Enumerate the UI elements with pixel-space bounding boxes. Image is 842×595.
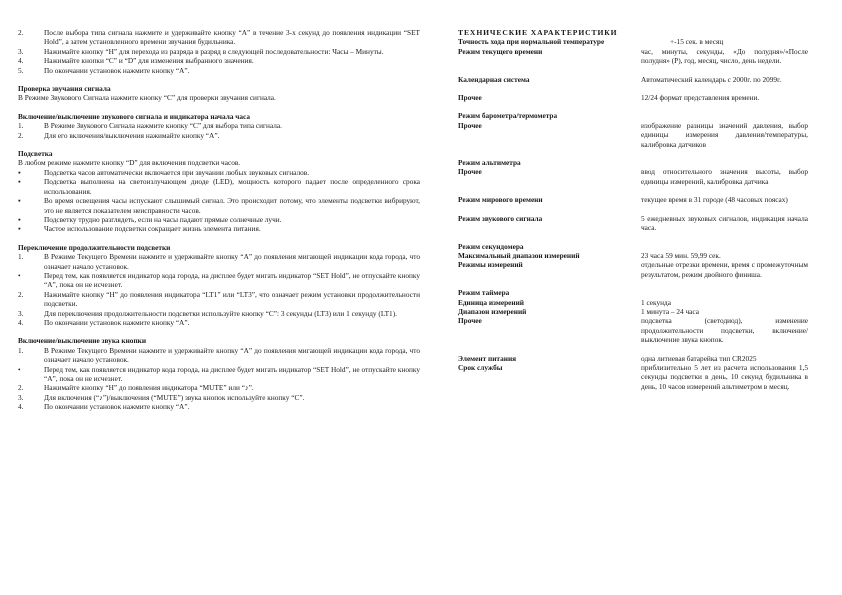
spec-label: Прочее: [458, 167, 482, 177]
item-text: Частое использование подсветки сокращает жизнь элемента питания.: [44, 224, 261, 234]
item-number: 4.: [18, 402, 24, 412]
item-number: •: [18, 270, 21, 280]
specs-title: ТЕХНИЧЕСКИЕ ХАРАКТЕРИСТИКИ: [458, 28, 618, 37]
spec-row: [458, 93, 808, 102]
timer-heading: Режим таймера: [458, 288, 510, 298]
spec-label: Режимы измерений: [458, 260, 523, 270]
spec-value: приблизительно 5 лет из расчета использования 1,5 секунды подсветки в день, 10 секунд будильника в день, 10 часов измерений альтиметром в месяц.: [641, 362, 808, 391]
right-column: [458, 28, 808, 391]
spec-value: Автоматический календарь с 2000г. по 2099г.: [641, 74, 782, 84]
item-text: В Режиме Текущего Времени нажмите и удерживайте кнопку “A” до появления мигающей индикации кода города, что означает начало установок.: [44, 252, 420, 271]
spec-value: подсветка (светодиод), изменение продолжительности подсветки, включение/выключение звука кнопок.: [641, 316, 808, 345]
bullet-item: [18, 224, 420, 233]
item-text: В Режиме Текущего Времени нажмите и удерживайте кнопку “A” до появления мигающей индикации кода города, что означает начало установок.: [44, 345, 420, 365]
spec-value: +-15 сек. в месяц: [670, 37, 724, 47]
spec-label: Режим звукового сигнала: [458, 213, 543, 223]
item-text: По окончании установок нажмите кнопку “A”.: [44, 402, 190, 412]
spec-row: [458, 251, 808, 260]
spec-value: одна литиевая батарейка тип CR2025: [641, 353, 757, 363]
spec-value: 1 минута – 24 часа: [641, 306, 699, 316]
list-item: [18, 346, 420, 365]
spec-value: 1 секунда: [641, 297, 671, 307]
bullet-icon: ▪: [18, 196, 21, 206]
spec-row: [458, 214, 808, 233]
altimeter-section: [458, 158, 808, 232]
intro-steps: [18, 28, 420, 75]
spec-row: [458, 363, 808, 391]
spec-label: Точность хода при нормальной температуре: [458, 37, 605, 47]
item-number: 1.: [18, 121, 24, 131]
item-text: Для переключения продолжительности подсветки используйте кнопку “C”: 3 секунды (LT3) или 1 секунду (LT1).: [44, 308, 397, 318]
duration-heading: Переключение продолжительности подсветки: [18, 242, 171, 252]
item-text: Для его включения/выключения нажимайте кнопку “A”.: [44, 130, 220, 140]
item-text: Подсветка выполнена на светоизлучающем диоде (LED), мощность которого падает после определенного срока использования.: [44, 177, 420, 196]
spec-label: Календарная система: [458, 74, 530, 84]
item-number: 5.: [18, 65, 24, 75]
item-text: Нажимайте кнопку “H” для перехода из разряда в разряд в следующей последовательности: Часы – Минуты.: [44, 46, 384, 56]
list-item: [18, 383, 420, 392]
list-item: [18, 56, 420, 65]
list-item: [18, 290, 420, 309]
item-number: 3.: [18, 46, 24, 56]
item-number: 4.: [18, 56, 24, 66]
spec-value: отдельные отрезки времени, время с промежуточным результатом, режим двойного финиша.: [641, 260, 808, 279]
item-text: В Режиме Звукового Сигнала нажмите кнопку “C” для выбора типа сигнала.: [44, 121, 282, 131]
item-number: 2.: [18, 289, 24, 299]
list-item: [18, 47, 420, 56]
altimeter-heading: Режим альтиметра: [458, 158, 521, 168]
item-number: 2.: [18, 383, 24, 393]
backlight-section: [18, 149, 420, 234]
spec-label: Элемент питания: [458, 353, 517, 363]
item-number: 3.: [18, 392, 24, 402]
item-number: 3.: [18, 308, 24, 318]
spec-row: [458, 121, 808, 149]
bullet-icon: ▪: [18, 224, 21, 234]
item-text: По окончании установок нажмите кнопку “A”.: [44, 65, 190, 75]
item-text: Во время освещения часы испускают слышимый сигнал. Это происходит потому, что элементы подсветки вибрируют, это не является показателем неисправности часов.: [44, 196, 420, 215]
spec-row: [458, 260, 808, 279]
spec-value: 5 ежедневных звуковых сигналов, индикация начала часа.: [641, 213, 808, 233]
list-item: [18, 393, 420, 402]
item-text: По окончании установок нажмите кнопку “A”.: [44, 317, 190, 327]
list-item: [18, 318, 420, 327]
barometer-section: [458, 111, 808, 149]
item-number: 2.: [18, 28, 24, 37]
spec-row: [458, 167, 808, 186]
spec-label: Прочее: [458, 316, 482, 326]
item-number: 4.: [18, 317, 24, 327]
list-item: [18, 309, 420, 318]
spec-label: Максимальный диапазон измерений: [458, 250, 580, 260]
spec-value: ввод относительного значения высоты, выбор единицы измерений, калибровка датчика: [641, 167, 808, 186]
spec-label: Единица измерений: [458, 297, 524, 307]
spec-value: изображение разницы значений давления, выбор единицы измерения давления/температуры, калибровка датчиков: [641, 120, 808, 149]
list-item: [18, 271, 420, 290]
spec-label: Прочее: [458, 93, 482, 103]
spec-row: [458, 37, 808, 46]
stopwatch-section: [458, 242, 808, 280]
spec-row: [458, 307, 808, 316]
list-item: [18, 28, 420, 47]
spec-row: [458, 354, 808, 363]
bullet-item: [18, 177, 420, 196]
item-text: Перед тем, как появляется индикатор кода города, на дисплее будет мигать индикатор “SET Hold”, не отпускайте кнопку “A”, пока он не исчезнет.: [44, 364, 420, 383]
item-text: Подсветку трудно разглядеть, если на часы падают прямые солнечные лучи.: [44, 214, 282, 224]
spec-row: [458, 75, 808, 84]
power-section: [458, 354, 808, 392]
keysound-heading: Включение/выключение звука кнопки: [18, 336, 147, 346]
spec-row: [458, 195, 808, 204]
bullet-icon: ▪: [18, 167, 21, 177]
item-number: 2.: [18, 130, 24, 140]
spec-value: текущее время в 31 городе (48 часовых поясах): [641, 195, 788, 205]
bullet-item: [18, 215, 420, 224]
spec-row: [458, 298, 808, 307]
list-item: [18, 121, 420, 130]
hourly-section: [18, 112, 420, 140]
list-item: [18, 66, 420, 75]
bullet-icon: ▪: [18, 177, 21, 187]
spec-row: [458, 316, 808, 344]
spec-label: Срок службы: [458, 362, 503, 372]
item-text: Нажимайте кнопку “H” до появления индикатора “MUTE” или “♪”.: [44, 383, 254, 393]
check-section: [18, 84, 420, 103]
bullet-item: [18, 196, 420, 215]
barometer-heading: Режим барометра/термометра: [458, 111, 558, 121]
spec-value: 12/24 формат представления времени.: [641, 93, 760, 103]
bullet-icon: ▪: [18, 214, 21, 224]
spec-label: Диапазон измерений: [458, 306, 527, 316]
spec-value: час, минуты, секунды, «До полудня»/«После полудня» (P), год, месяц, число, день недели.: [641, 46, 808, 66]
item-number: 1.: [18, 345, 24, 355]
item-number: 1.: [18, 252, 24, 262]
check-text: В Режиме Звукового Сигнала нажмите кнопку “C” для проверки звучания сигнала.: [18, 93, 276, 103]
bullet-item: [18, 168, 420, 177]
backlight-text: В любом режиме нажмите кнопку “D” для включения подсветки часов.: [18, 158, 241, 168]
item-text: Нажимайте кнопку “H” до появления индикатора “LT1” или “LT3”, что означает режим установки продолжительности подсветки.: [44, 289, 420, 309]
left-column: [18, 28, 420, 412]
stopwatch-heading: Режим секундомера: [458, 241, 524, 251]
list-item: [18, 402, 420, 411]
item-text: Перед тем, как появляется индикатор кода города, на дисплее будет мигать индикатор “SET Hold”, не отпускайте кнопку “A”, пока он не исчезнет.: [44, 270, 420, 290]
item-text: После выбора типа сигнала нажмите и удерживайте кнопку “A” в течение 3-х секунд до появления индикации “SET Hold”, а затем установленного времени звучания будильника.: [44, 28, 420, 47]
spec-label: Прочее: [458, 120, 482, 130]
duration-section: [18, 243, 420, 328]
hourly-heading: Включение/выключение звукового сигнала и индикатора начала часа: [18, 111, 251, 121]
spec-value: 23 часа 59 мин. 59,99 сек.: [641, 250, 721, 260]
item-text: Нажимайте кнопки “C” и “D” для изменения выбранного значения.: [44, 56, 254, 66]
timer-section: [458, 288, 808, 344]
check-heading: Проверка звучания сигнала: [18, 84, 111, 94]
item-number: •: [18, 364, 21, 374]
spec-row: [458, 47, 808, 66]
list-item: [18, 252, 420, 271]
list-item: [18, 365, 420, 384]
keysound-section: [18, 336, 420, 411]
backlight-heading: Подсветка: [18, 149, 53, 159]
item-text: Подсветка часов автоматически включается при звучании любых звуковых сигналов.: [44, 167, 310, 177]
item-text: Для включения (“♪”)/выключения (“MUTE”) звука кнопок используйте кнопку “C”.: [44, 392, 305, 402]
spec-label: Режим текущего времени: [458, 46, 543, 56]
spec-label: Режим мирового времени: [458, 195, 543, 205]
list-item: [18, 131, 420, 140]
